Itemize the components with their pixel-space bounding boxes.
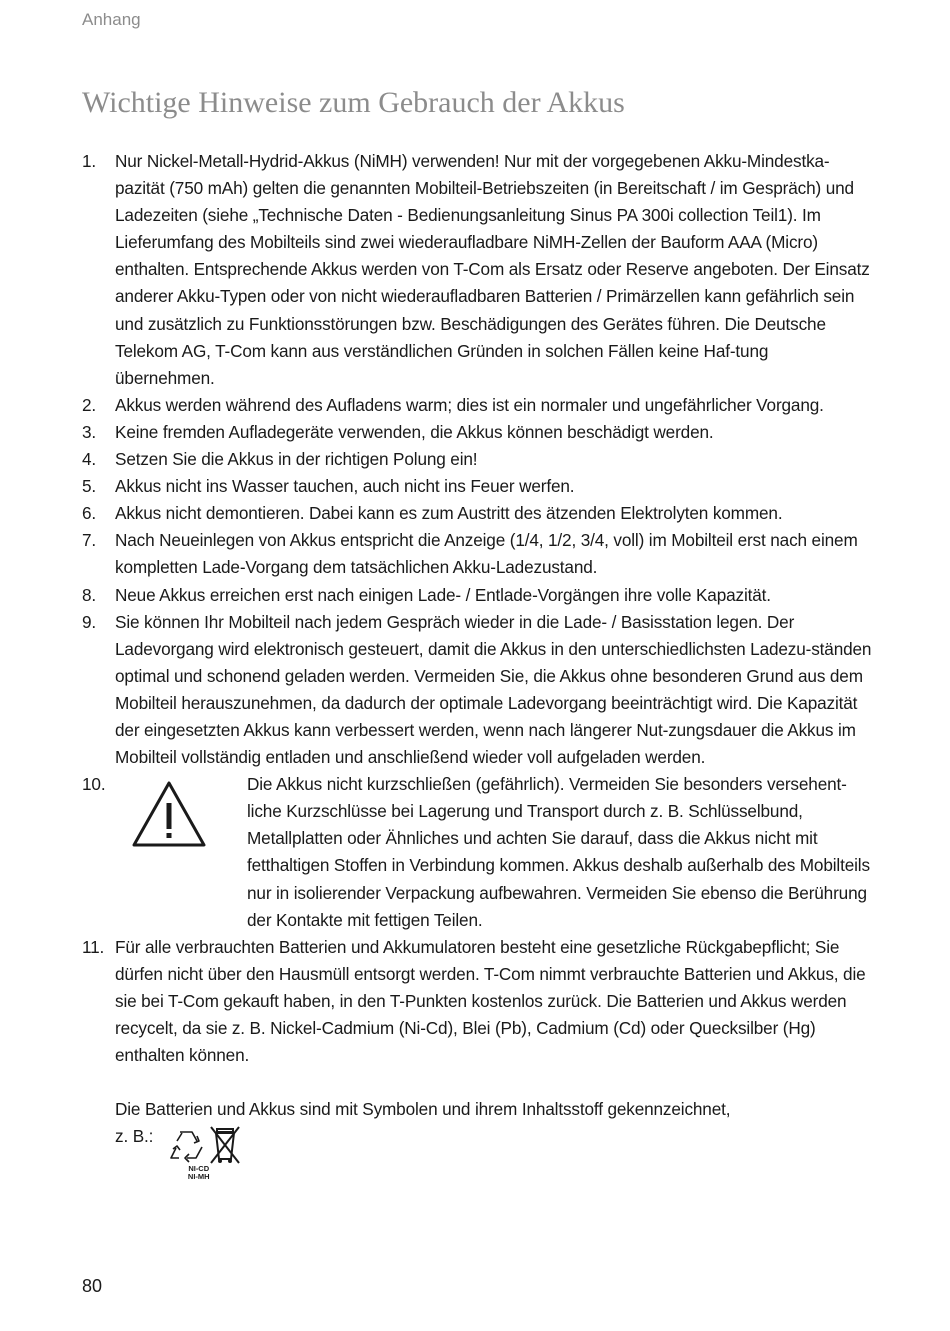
recycle-icon [166,1128,206,1164]
item-text: Nur Nickel-Metall-Hydrid-Akkus (NiMH) verwenden! Nur mit der vorgegebenen Akku-Mindestka-pazität (750 mAh) gelten die genannten Mobilteil-Betriebszeiten (in Bereitschaft / im Gespräch) und Ladezeiten (siehe „Technische Daten - Bedienungsanleitung Sinus PA 300i collection Teil1). Im Lieferumfang des Mobilteils sind zwei wiederaufladbare NiMH-Zellen der Bauform AAA (Micro) enthalten. Entsprechende Akkus werden von T-Com als Ersatz oder Reserve angeboten. Der Einsatz anderer Akku-Typen oder von nicht wiederaufladbaren Batterien / Primärzellen kann gefährlich sein und zusätzlich zu Funktionsstörungen bzw. Beschädigungen des Gerätes führen. Die Deutsche Telekom AG, T-Com kann aus verständlichen Gründen in solchen Fällen keine Haf-tung übernehmen. [115,151,870,388]
page-number: 80 [82,1276,103,1296]
instruction-list [82,148,872,1185]
list-item [82,148,872,392]
list-item-warning [82,771,872,934]
list-item [82,609,872,772]
list-item [82,419,872,446]
warning-triangle-icon [130,779,208,851]
item-number: 2. [82,394,97,415]
item-text: Sie können Ihr Mobilteil nach jedem Gespräch wieder in die Lade- / Basisstation legen. Der Ladevorgang wird elektronisch gesteuert, damit die Akkus in den unterschiedlichsten Ladezu-ständen optimal und schonend geladen werden. Vermeiden Sie, die Akkus ohne besonderen Grund aus dem Mobilteil herauszunehmen, da dadurch der optimale Ladevorgang beeinträchtigt wird. Die Kapazität der eingesetzten Akkus kann verbessert werden, wenn nach längerer Nut-zungsdauer die Akkus im Mobilteil vollständig entladen und anschließend wieder voll aufgeladen werden. [115,611,872,768]
item-number: 5. [82,476,97,497]
list-item [82,392,872,419]
list-item [82,527,872,581]
list-item [82,934,872,1186]
item-number: 8. [82,584,97,605]
example-prefix: z. B.: [115,1126,154,1147]
item-text: Nach Neueinlegen von Akkus entspricht die Anzeige (1/4, 1/2, 3/4, voll) im Mobilteil erst nach einem kompletten Lade-Vorgang dem tatsächlichen Akku-Ladezustand. [115,530,858,578]
section-label: Anhang [82,10,141,29]
crossed-bin-icon [209,1123,241,1165]
item-text: Neue Akkus erreichen erst nach einigen Lade- / Entlade-Vorgängen ihre volle Kapazität. [115,584,771,605]
item-number: 6. [82,503,97,524]
item-number: 1. [82,151,97,171]
item-number: 7. [82,530,97,551]
list-item [82,446,872,473]
item-text: Akkus nicht demontieren. Dabei kann es zum Austritt des ätzenden Elektrolyten kommen. [115,503,783,524]
battery-symbols [166,1123,246,1185]
item-number: 9. [82,611,97,632]
item-number: 3. [82,421,97,442]
list-item [82,582,872,609]
item-text: Für alle verbrauchten Batterien und Akkumulatoren besteht eine gesetzliche Rückgabepflicht; Sie dürfen nicht über den Hausmüll entsorgt werden. T-Com nimmt verbrauchte Batterien und Akkus, die sie bei T-Com gekauft haben, in den T-Punkten kostenlos zurück. Die Batterien und Akkus werden recycelt, da sie z. B. Nickel-Cadmium (Ni-Cd), Blei (Pb), Cadmium (Cd) oder Quecksilber (Hg) enthalten können. [115,936,866,1066]
item-text: Die Akkus nicht kurzschließen (gefährlich). Vermeiden Sie besonders versehent-liche Kurzschlüsse bei Lagerung und Transport durch z. B. Schlüsselbund, Metallplatten oder Ähnliches und achten Sie darauf, dass die Akkus nicht mit fetthaltigen Stoffen in Verbindung kommen. Akkus deshalb außerhalb des Mobilteils nur in isolierender Verpackung aufbewahren. Vermeiden Sie ebenso die Berührung der Kontakte mit fettigen Teilen. [247,774,870,930]
item-number: 10. [82,774,106,795]
item-number: 4. [82,449,97,470]
item-text: Akkus nicht ins Wasser tauchen, auch nicht ins Feuer werfen. [115,476,575,497]
symbols-note: Die Batterien und Akkus sind mit Symbolen und ihrem Inhaltsstoff gekennzeichnet, [115,1099,731,1120]
item-text: Akkus werden während des Aufladens warm; dies ist ein normaler und ungefährlicher Vorgang. [115,394,824,415]
item-text: Keine fremden Aufladegeräte verwenden, die Akkus können beschädigt werden. [115,421,714,442]
symbols-example [115,1123,872,1185]
list-item [82,473,872,500]
item-number: 11. [82,936,105,957]
item-text: Setzen Sie die Akkus in der richtigen Polung ein! [115,449,478,470]
list-item [82,500,872,527]
symbol-label: NI-CD NI-MH [187,1164,210,1182]
page-title: Wichtige Hinweise zum Gebrauch der Akkus [82,86,625,119]
